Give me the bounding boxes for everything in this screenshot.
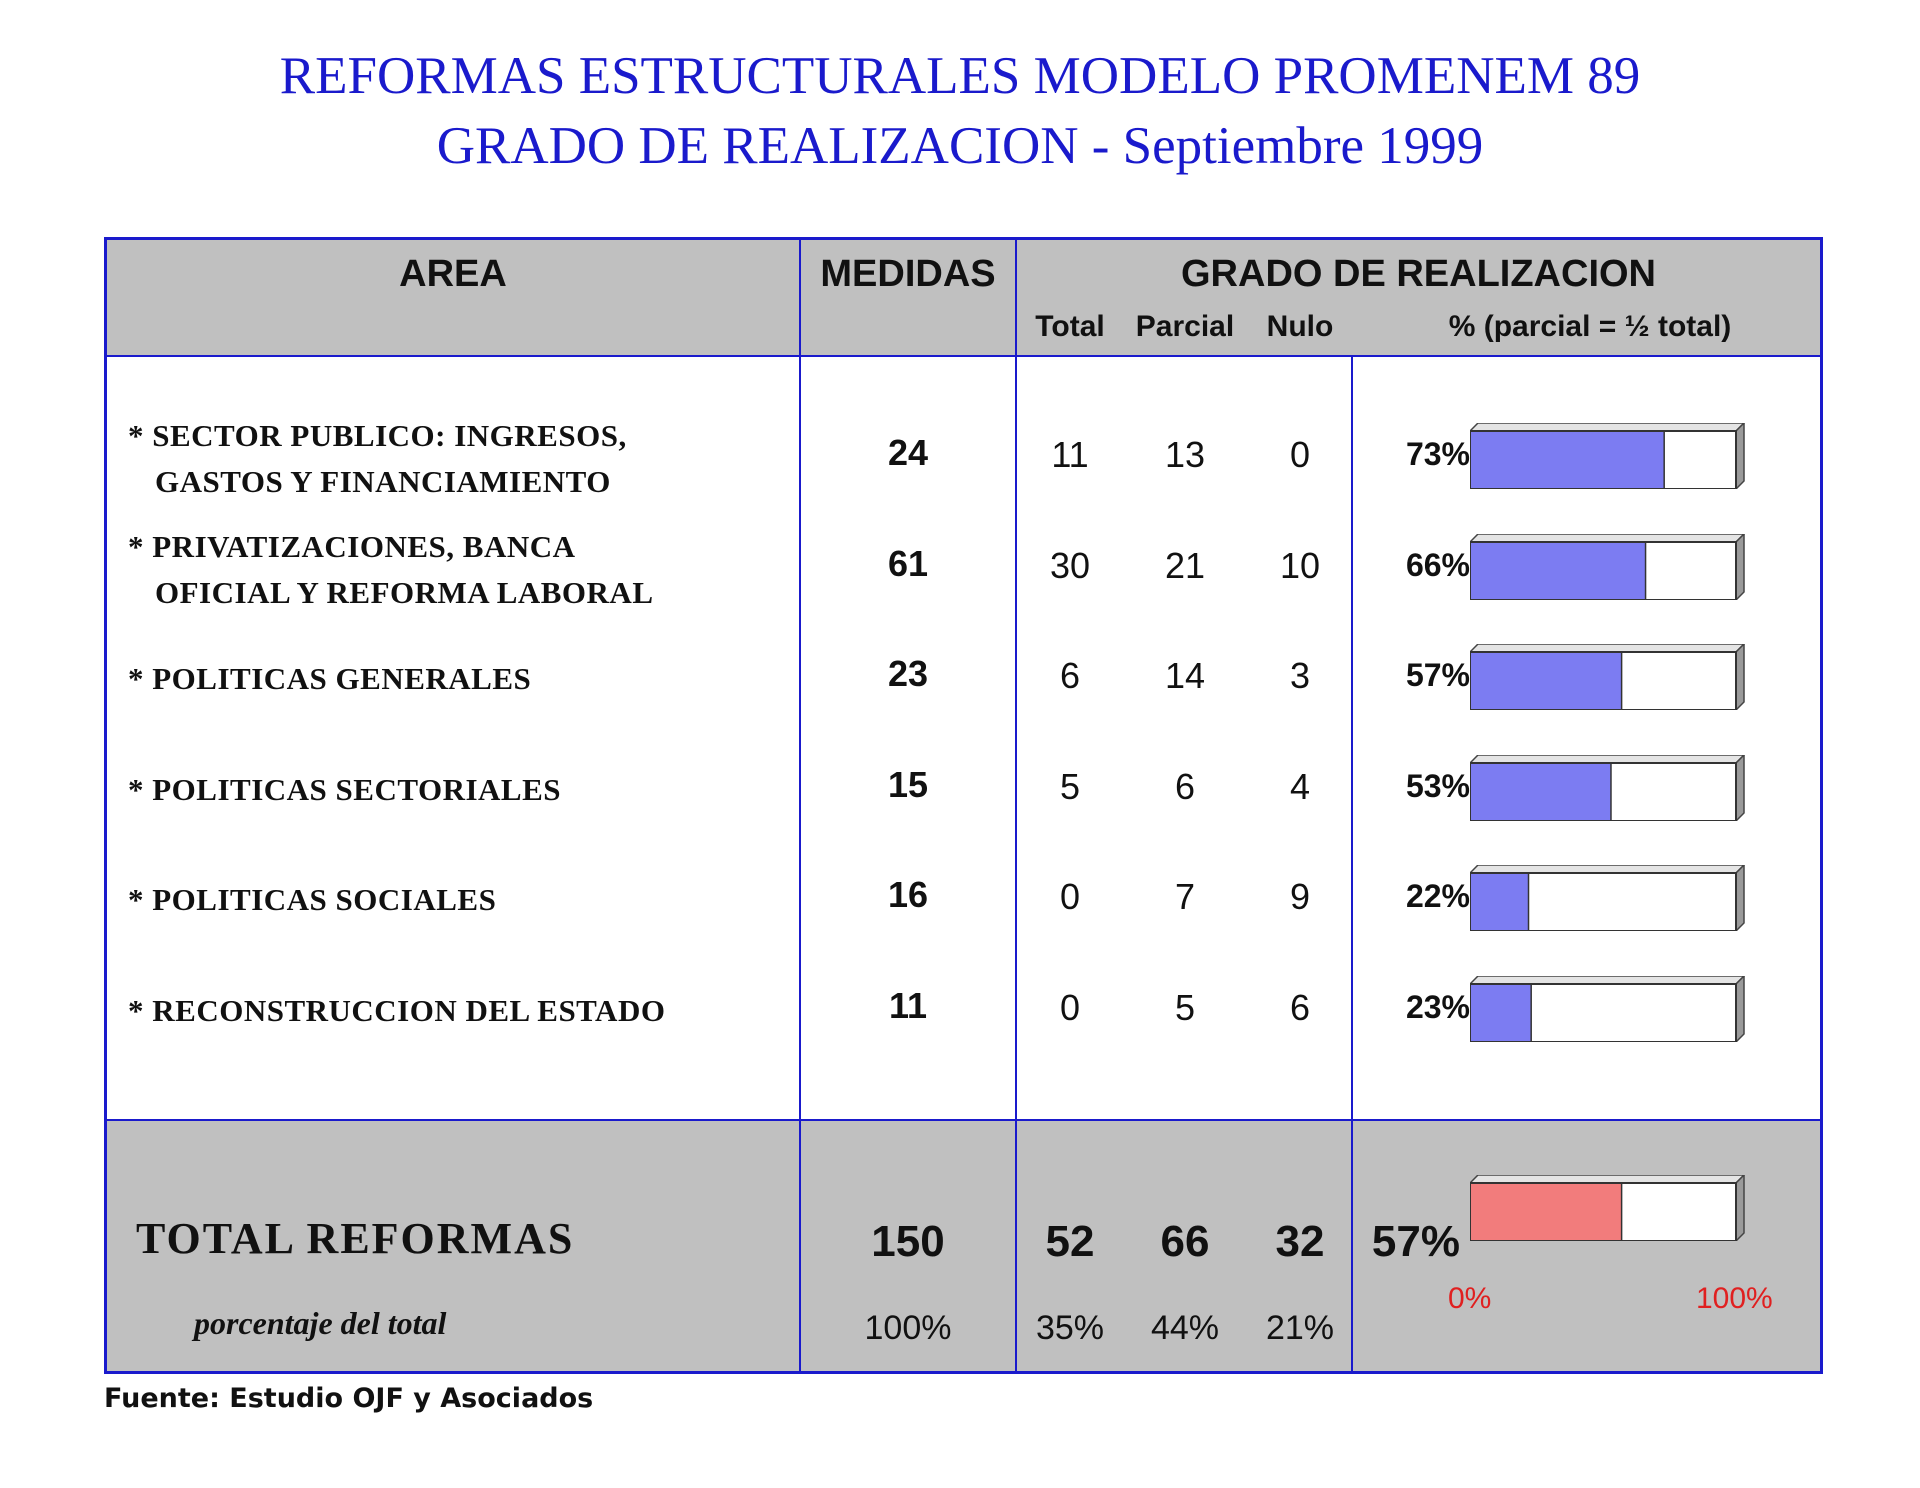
col-divider-medidas — [1015, 240, 1017, 1371]
header-medidas: MEDIDAS — [820, 253, 996, 295]
bar-top-face — [1470, 644, 1744, 652]
header-area: AREA — [399, 253, 507, 295]
row-area-label — [128, 767, 561, 813]
totals-nulo: 32 — [1275, 1217, 1325, 1266]
row-pct: 22% — [1405, 878, 1470, 914]
row-medidas: 23 — [887, 653, 929, 694]
row-nulo: 6 — [1289, 987, 1311, 1028]
col-divider-pct — [1351, 355, 1353, 1371]
row-progress-bar — [1470, 644, 1746, 710]
totals-medidas: 150 — [871, 1217, 945, 1266]
row-pct: 57% — [1405, 657, 1470, 693]
row-area-line-1: * POLITICAS GENERALES — [128, 661, 532, 696]
header-parcial: Parcial — [1135, 310, 1235, 343]
row-total: 5 — [1059, 766, 1081, 807]
bar-top-face — [1470, 1175, 1744, 1183]
totals-parcial-pct: 44% — [1150, 1309, 1220, 1347]
bar-top-face — [1470, 755, 1744, 763]
row-nulo: 9 — [1289, 876, 1311, 917]
row-total: 0 — [1059, 876, 1081, 917]
totals-sublabel: porcentaje del total — [194, 1305, 447, 1341]
row-pct: 53% — [1405, 768, 1470, 804]
row-parcial: 7 — [1174, 876, 1196, 917]
row-area-line-2: GASTOS Y FINANCIAMIENTO — [155, 464, 611, 499]
scale-max-label: 100% — [1696, 1282, 1773, 1315]
row-parcial: 13 — [1164, 434, 1206, 475]
bar-fill — [1471, 543, 1646, 599]
bar-fill — [1471, 874, 1529, 930]
row-progress-bar — [1470, 534, 1746, 600]
scale-min-label: 0% — [1448, 1282, 1492, 1315]
row-medidas: 16 — [887, 874, 929, 915]
row-area-line-1: * RECONSTRUCCION DEL ESTADO — [128, 993, 666, 1028]
row-total: 0 — [1059, 987, 1081, 1028]
bar-fill — [1471, 653, 1622, 709]
row-pct: 23% — [1405, 989, 1470, 1025]
row-nulo: 4 — [1289, 766, 1311, 807]
row-area-label — [128, 988, 665, 1034]
row-nulo: 3 — [1289, 655, 1311, 696]
header-total: Total — [1035, 310, 1105, 343]
title-line-2: GRADO DE REALIZACION - Septiembre 1999 — [436, 117, 1484, 175]
bar-fill — [1471, 432, 1664, 488]
row-progress-bar — [1470, 865, 1746, 931]
bar-side-face — [1736, 534, 1744, 600]
row-parcial: 5 — [1174, 987, 1196, 1028]
row-nulo: 0 — [1289, 434, 1311, 475]
totals-pct: 57% — [1371, 1217, 1460, 1266]
row-medidas: 15 — [887, 764, 929, 805]
row-total: 30 — [1049, 545, 1091, 586]
row-progress-bar — [1470, 976, 1746, 1042]
row-area-line-2: OFICIAL Y REFORMA LABORAL — [155, 575, 654, 610]
source-note: Fuente: Estudio OJF y Asociados — [104, 1383, 594, 1414]
row-total: 6 — [1059, 655, 1081, 696]
header-pct: % (parcial = ½ total) — [1448, 310, 1732, 343]
totals-label: TOTAL REFORMAS — [136, 1214, 575, 1263]
header-nulo: Nulo — [1266, 310, 1334, 343]
bar-top-face — [1470, 865, 1744, 873]
bar-fill — [1471, 985, 1531, 1041]
bar-side-face — [1736, 423, 1744, 489]
totals-progress-bar — [1470, 1175, 1746, 1241]
row-area-label — [128, 656, 531, 702]
bar-top-face — [1470, 534, 1744, 542]
totals-divider — [107, 1119, 1820, 1121]
row-progress-bar — [1470, 755, 1746, 821]
bar-side-face — [1736, 755, 1744, 821]
row-pct: 73% — [1405, 436, 1470, 472]
row-parcial: 6 — [1174, 766, 1196, 807]
totals-medidas-pct: 100% — [864, 1309, 952, 1347]
bar-side-face — [1736, 1175, 1744, 1241]
row-area-label — [128, 877, 496, 923]
row-area-label — [128, 413, 627, 505]
row-area-label — [128, 524, 654, 616]
row-medidas: 24 — [887, 432, 929, 473]
totals-parcial: 66 — [1160, 1217, 1210, 1266]
bar-fill — [1471, 1184, 1622, 1240]
totals-nulo-pct: 21% — [1265, 1309, 1335, 1347]
row-pct: 66% — [1405, 547, 1470, 583]
header-grado: GRADO DE REALIZACION — [1181, 253, 1656, 295]
totals-total-pct: 35% — [1035, 1309, 1105, 1347]
row-nulo: 10 — [1279, 545, 1321, 586]
bar-side-face — [1736, 644, 1744, 710]
bar-fill — [1471, 764, 1611, 820]
row-progress-bar — [1470, 423, 1746, 489]
row-area-line-1: * PRIVATIZACIONES, BANCA — [128, 529, 576, 564]
row-area-line-1: * POLITICAS SECTORIALES — [128, 772, 562, 807]
row-total: 11 — [1051, 434, 1089, 475]
bar-top-face — [1470, 423, 1744, 431]
row-parcial: 14 — [1164, 655, 1206, 696]
col-divider-area — [799, 240, 801, 1371]
row-medidas: 11 — [888, 985, 928, 1026]
row-area-line-1: * POLITICAS SOCIALES — [128, 882, 497, 917]
bar-top-face — [1470, 976, 1744, 984]
header-divider — [107, 355, 1820, 357]
row-parcial: 21 — [1164, 545, 1206, 586]
row-area-line-1: * SECTOR PUBLICO: INGRESOS, — [128, 418, 627, 453]
bar-side-face — [1736, 976, 1744, 1042]
totals-total: 52 — [1045, 1217, 1095, 1266]
bar-side-face — [1736, 865, 1744, 931]
title-line-1: REFORMAS ESTRUCTURALES MODELO PROMENEM 89 — [279, 47, 1641, 105]
row-medidas: 61 — [887, 543, 929, 584]
